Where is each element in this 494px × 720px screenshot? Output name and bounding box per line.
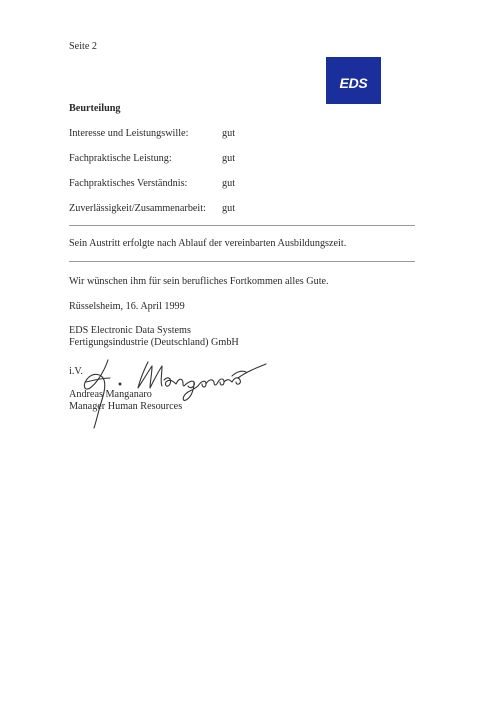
rating-label: Interesse und Leistungswille: — [69, 128, 189, 139]
company-name-line1: EDS Electronic Data Systems — [69, 325, 191, 336]
rating-label: Fachpraktisches Verständnis: — [69, 178, 188, 189]
divider-line — [69, 225, 415, 226]
departure-statement: Sein Austritt erfolgte nach Ablauf der vereinbarten Ausbildungszeit. — [69, 238, 347, 249]
rating-value: gut — [222, 128, 236, 139]
signatory-title: Manager Human Resources — [69, 401, 183, 412]
eds-logo — [326, 57, 381, 104]
signatory-name: Andreas Manganaro — [69, 389, 152, 400]
rating-value: gut — [222, 178, 236, 189]
rating-label: Zuverlässigkeit/Zusammenarbeit: — [69, 203, 206, 214]
company-name-line2: Fertigungsindustrie (Deutschland) GmbH — [69, 337, 239, 348]
section-title: Beurteilung — [69, 103, 121, 114]
rating-label: Fachpraktische Leistung: — [69, 153, 172, 164]
page-number: Seite 2 — [69, 41, 98, 52]
signature-prefix: i.V. — [69, 366, 83, 377]
closing-wishes: Wir wünschen ihm für sein berufliches Fortkommen alles Gute. — [69, 276, 329, 287]
rating-value: gut — [222, 153, 236, 164]
logo-text: EDS — [339, 74, 368, 91]
rating-value: gut — [222, 203, 236, 214]
divider-line — [69, 261, 415, 262]
place-date: Rüsselsheim, 16. April 1999 — [69, 301, 185, 312]
